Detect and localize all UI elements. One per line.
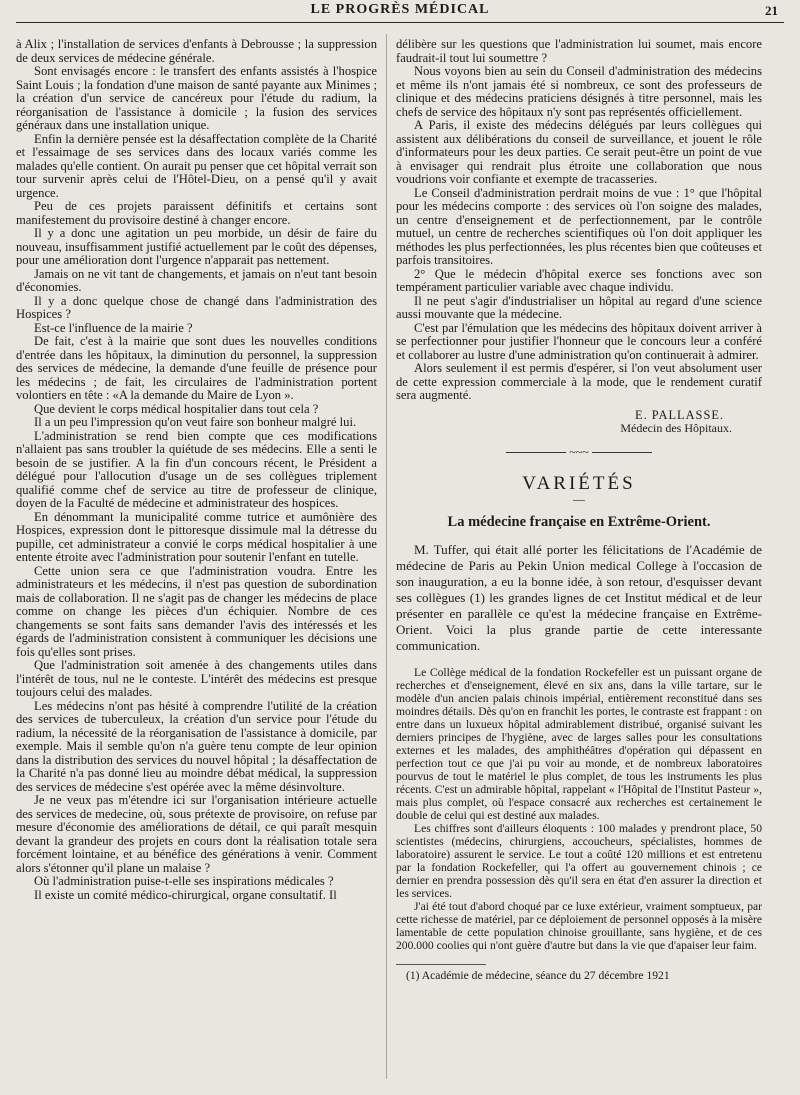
right-column: [396, 38, 762, 1085]
author-name: E. PALLASSE.: [635, 407, 724, 422]
paragraph: Jamais on ne vit tant de changements, et jamais on n'eut tant besoin d'économies.: [16, 266, 377, 294]
page-number: 21: [765, 3, 778, 18]
paragraph: J'ai été tout d'abord choqué par ce luxe extérieur, vraiment somptueux, par cette richesse de matériel, par ce déploiement de personnel opposés à la misère lamentable de cette population chinoise grouillante, sans hygiène, et de ces 200.000 coolies qui n'ont guère d'autre but dans la vie que d'apaiser leur faim.: [396, 899, 762, 952]
paragraph: Il ne peut s'agir d'industrialiser un hôpital au regard d'une science aussi mouvante que la médecine.: [396, 293, 762, 321]
article-intro: [396, 542, 762, 654]
column-divider: [386, 34, 387, 1079]
section-ornament: ~~~: [396, 446, 762, 460]
signature-block: [396, 409, 762, 436]
paragraph: Cette union sera ce que l'administration voudra. Entre les administrateurs et les médecins, il n'est pas question de subordination mais de collaboration. Il ne s'agit pas de changer les médecins de place comme on change les pièces d'un échiquier. Nombre de ces changements se sont faits sans demander l'avis des intéressés et les égards de l'administration consistent à communiquer les décisions une fois qu'elles sont prises.: [16, 563, 377, 659]
paragraph: Nous voyons bien au sein du Conseil d'administration des médecins et même ils n'ont jamais été si nombreux, ce sont des professeurs de clinique et des médecins praticiens désignés à titre personnel, mais les chefs de service des hôpitaux n'y sont pas représentés officiellement.: [396, 64, 762, 119]
article-quote: [396, 666, 762, 952]
paragraph: Est-ce l'influence de la mairie ?: [34, 320, 193, 335]
paragraph: Il y a donc une agitation un peu morbide, un désir de faire du nouveau, insuffisamment justifié actuellement par le coût des dépenses, pour une amélioration dont l'urgence n'apparait pas nettement.: [16, 226, 377, 267]
left-column: [16, 38, 377, 1085]
paragraph: Peu de ces projets paraissent définitifs et certains sont manifestement du provisoire destiné à changer encore.: [16, 199, 377, 227]
section-title: VARIÉTÉS: [522, 473, 636, 494]
paragraph: A Paris, il existe des médecins délégués par leurs collègues qui assistent aux délibérations du conseil de surveillance, et jouent le rôle d'informateurs pour les deux parties. Ce serait peut-être un point de vue à envisager qui rendrait plus étroite une collaboration que nous voudrions voir confiante et exempte de tracasseries.: [396, 118, 762, 186]
paragraph: C'est par l'émulation que les médecins des hôpitaux doivent arriver à se perfectionner pour justifier l'honneur que le concours leur a conféré et collaborer au lustre d'une administration qu'on continuerait à admirer.: [396, 320, 762, 362]
paragraph: Les chiffres sont d'ailleurs éloquents : 100 malades y prendront place, 50 scientistes (médecins, chirurgiens, accoucheurs, spécialistes, hommes de laboratoire) assurent le service. Le tout a coûté 120 millions et est entretenu par la fondation Rockefeller, qui l'a offert au gouvernement chinois ; ce dernier en prendra possession dès qu'il sera en état d'en assurer la direction et les services.: [396, 821, 762, 900]
paragraph: Il y a donc quelque chose de changé dans l'administration des Hospices ?: [16, 293, 377, 321]
title-dash: —: [573, 491, 585, 506]
paragraph: L'administration se rend bien compte que ces modifications n'allaient pas sans troubler la quiétude de ses médecins. Elle a senti le besoin de se justifier. A la fin d'un concours récent, le Président a délégué pour l'allocution d'usage un de ses collègues triplement qualifié comme chef de service au titre de professeur de clinique, doyen de la Faculté de médecine et administrateur des hospices.: [16, 428, 377, 510]
paragraph: à Alix ; l'installation de services d'enfants à Debrousse ; la suppression de deux services de médecine générale.: [16, 38, 377, 65]
page-header: [16, 0, 784, 23]
footnote-rule: [396, 964, 486, 965]
paragraph: Les médecins n'ont pas hésité à comprendre l'utilité de la création des services de tuberculeux, la création d'un service pour l'étude du radium, la nécessité de la réorganisation de l'assistance à domicile, par exemple. Mais il semble qu'on n'a guère tenu compte de leur opinion dans la distribution des services du nouvel hôpital ; la désaffectation de la Charité n'a pas donné lieu au moindre débat médical, la suppression des services de médecine s'est opérée avec la même désinvolture.: [16, 698, 377, 794]
paragraph: Sont envisagés encore : le transfert des enfants assistés à l'hospice Saint Louis ; la fondation d'une maison de santé payante aux Minimes ; la création d'un service de cancéreux pour l'étude du radium, la réorganisation de l'assistance à domicile ; la fusion des services généraux dans une installation unique.: [16, 64, 377, 132]
paragraph: Le Conseil d'administration perdrait moins de vue : 1° que l'hôpital pour les médecins comporte : des services où l'on soigne des malades, un centre d'enseignement et de perfectionnement, par le contrôle mutuel, un centre de recherches scientifiques où l'on doit appliquer les méthodes les plus perfectionnées, les plus récentes bien que coûteuses et parfois transitoires.: [396, 185, 762, 267]
paragraph: Que l'administration soit amenée à des changements utiles dans l'intérêt de tous, nul ne le conteste. L'intérêt des médecins est presque toujours celui des malades.: [16, 658, 377, 699]
article-title: La médecine française en Extrême-Orient.: [447, 514, 711, 530]
paragraph: Le Collège médical de la fondation Rockefeller est un puissant organe de recherches et d'enseignement, élevé en six ans, dans la ville tartare, sur le modèle d'un ancien palais chinois impérial, entièrement reconstitué dans ses moindres détails. Dès qu'on en franchit les portes, le contraste est frappant : on entre dans un luxueux hôpital admirablement distribué, organisé suivant les derniers principes de l'hygiène, avec de larges salles pour les consultations externes et les malades, des amphithéâtres d'opération qui dépassent en perfection tout ce que j'ai pu voir au monde, et de nombreux laboratoires pourvus de tout le matériel le plus complet, de tous les instruments les plus récents. C'est un admirable hôpital, rappelant « l'Hôpital de l'Institut Pasteur », mais plus complet, où l'espace consacré aux recherches est certainement le double de celui qui est destiné aux malades.: [396, 665, 762, 822]
paragraph: En dénommant la municipalité comme tutrice et aumônière des Hospices, expression dont le pittoresque dissimule mal la détresse du pupille, cet administrateur a convié le corps médical hospitalier à une entente étroite avec l'administration pour soutenir l'enfant en tutelle.: [16, 509, 377, 564]
paragraph: Il a un peu l'impression qu'on veut faire son bonheur malgré lui.: [34, 415, 357, 429]
paragraph: Il existe un comité médico-chirurgical, organe consultatif. Il: [34, 887, 337, 902]
paragraph: Où l'administration puise-t-elle ses inspirations médicales ?: [34, 874, 334, 888]
paragraph: Enfin la dernière pensée est la désaffectation complète de la Charité et l'essaimage de ses services dans des locaux variés comme les malades qu'elle contient. On aurait pu penser que cet hôpital verrait son tour survenir après celui de l'Hôtel-Dieu, on a pensé qu'il y avait urgence.: [16, 131, 377, 200]
paragraph: Que devient le corps médical hospitalier dans tout cela ?: [34, 401, 319, 416]
paragraph: M. Tuffer, qui était allé porter les félicitations de l'Académie de médecine de Paris au Pekin Union medical College à l'occasion de son inauguration, a eu la bonne idée, à son retour, d'esquisser devant ses collègues (1) les grandes lignes de cet Institut médical et de leur présenter en parallèle ce qu'est la médecine française en Extrême-Orient. Voici la plus grande partie de cette interessante communication.: [396, 541, 762, 653]
paragraph: 2° Que le médecin d'hôpital exerce ses fonctions avec son tempérament particulier variable avec chaque individu.: [396, 266, 762, 294]
journal-title: LE PROGRÈS MÉDICAL: [310, 2, 490, 17]
paragraph: Alors seulement il est permis d'espérer, si l'on veut absolument user de cette expression commerciale à la mode, que le rendement curatif sera augmenté.: [396, 361, 762, 402]
paragraph: De fait, c'est à la mairie que sont dues les nouvelles conditions d'entrée dans les hôpitaux, la diminution du personnel, la suppression des services de médecine, la demande d'une feuille de présence pour les médecins ; de fait, les circulaires de l'administration portent volontiers en tête : «A la demande du Maire de Lyon ».: [16, 334, 377, 402]
paragraph: délibère sur les questions que l'administration lui soumet, mais encore faudrait-il tout lui soumettre ?: [396, 38, 762, 65]
footnote: (1) Académie de médecine, séance du 27 décembre 1921: [406, 968, 670, 982]
paragraph: Je ne veux pas m'étendre ici sur l'organisation intérieure actuelle des services de medecine, où, sous prétexte de provisoire, on refuse par mesure d'économie des améliorations de détail, ce qui paraît mesquin devant la grandeur des projets en cours dont la réalisation totale sera forcément lointaine, et au bénéfice des générations à venir. Comment alors s'étonner qu'il plane un malaise ?: [16, 793, 377, 875]
author-role: Médecin des Hôpitaux.: [620, 421, 732, 435]
